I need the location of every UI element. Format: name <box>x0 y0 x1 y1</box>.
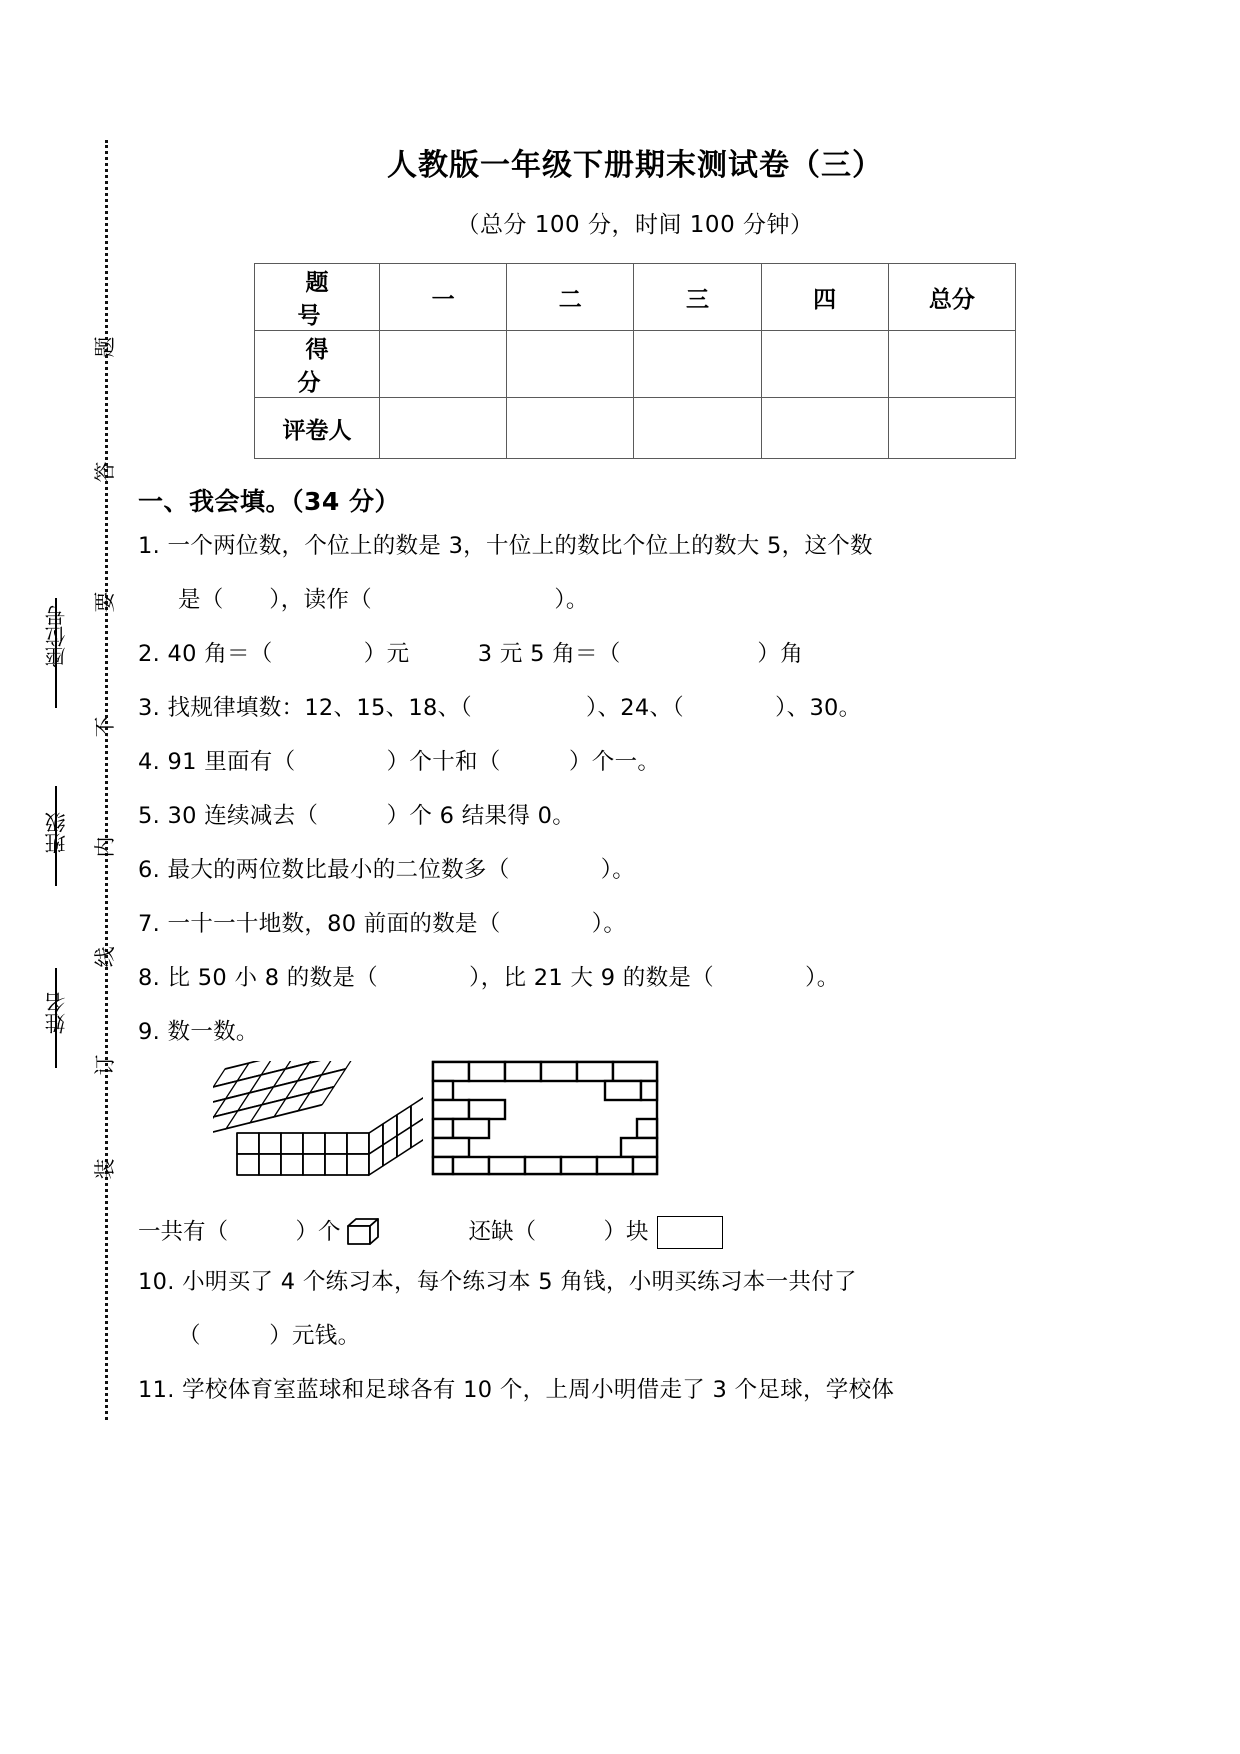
question-9-right-text: 还缺（ ）块 <box>468 1219 649 1245</box>
score-table-cell[interactable] <box>380 331 507 398</box>
score-table-cell[interactable] <box>507 398 634 459</box>
seat-number-label: 座位号 <box>44 605 68 668</box>
score-table-cell[interactable] <box>888 331 1015 398</box>
page-title: 人教版一年级下册期末测试卷（三） <box>387 148 883 183</box>
score-table-cell[interactable]: 二 <box>507 264 634 331</box>
score-table-cell[interactable] <box>761 331 888 398</box>
score-table-cell[interactable]: 三 <box>634 264 761 331</box>
question-4: 4. 91 里面有（ ）个十和（ ）个一。 <box>138 749 661 775</box>
seal-char-7: 装 <box>93 1158 117 1180</box>
exam-page <box>130 0 1140 1754</box>
cube-stack-figure <box>213 1061 423 1186</box>
score-table-row-header-text: 题 号 <box>297 270 384 329</box>
class-label: 班级 <box>44 812 68 854</box>
question-3: 3. 找规律填数：12、15、18、（ ）、24、（ ）、30。 <box>138 695 862 721</box>
seal-char-1: 答 <box>93 461 117 483</box>
score-table-cell[interactable]: 总分 <box>888 264 1015 331</box>
question-10-line-1: 10. 小明买了 4 个练习本，每个练习本 5 角钱，小明买练习本一共付了 <box>138 1269 857 1295</box>
seal-char-0: 题 <box>93 336 117 358</box>
class-field[interactable] <box>34 812 78 858</box>
name-label: 姓名 <box>44 992 68 1034</box>
question-1-line-2: 是（ ），读作（ ）。 <box>178 587 589 613</box>
score-table-cell[interactable]: 一 <box>380 264 507 331</box>
question-10-line-2: （ ）元钱。 <box>178 1323 361 1349</box>
score-table-cell[interactable] <box>380 398 507 459</box>
score-table-cell[interactable]: 四 <box>761 264 888 331</box>
page-subtitle: （总分 100 分，时间 100 分钟） <box>456 212 814 238</box>
score-table-cell[interactable] <box>507 331 634 398</box>
question-9: 9. 数一数。 <box>138 1019 259 1045</box>
question-7: 7. 一十一十地数，80 前面的数是（ ）。 <box>138 911 627 937</box>
score-table-cell[interactable] <box>888 398 1015 459</box>
question-9-figures <box>138 1059 1140 1209</box>
table-row <box>255 398 1016 459</box>
question-11: 11. 学校体育室蓝球和足球各有 10 个，上周小明借走了 3 个足球，学校体 <box>138 1377 895 1403</box>
score-table-row-header-text: 得 分 <box>297 337 384 396</box>
question-2: 2. 40 角＝（ ）元 3 元 5 角＝（ ）角 <box>138 641 803 667</box>
seal-char-3: 不 <box>93 716 117 738</box>
section-heading-1: 一、我会填。（34 分） <box>138 487 400 516</box>
score-table <box>254 263 1016 459</box>
score-table-cell[interactable] <box>634 398 761 459</box>
name-field[interactable] <box>34 992 78 1038</box>
score-table-row-header: 评卷人 <box>255 398 380 459</box>
table-row <box>255 331 1016 398</box>
question-9-left-text: 一共有（ ）个 <box>138 1219 341 1245</box>
seal-char-5: 线 <box>93 946 117 968</box>
blank-rectangle-icon <box>657 1216 723 1249</box>
question-5: 5. 30 连续减去（ ）个 6 结果得 0。 <box>138 803 575 829</box>
small-cube-icon <box>345 1216 381 1248</box>
score-table-cell[interactable] <box>761 398 888 459</box>
question-6: 6. 最大的两位数比最小的二位数多（ ）。 <box>138 857 636 883</box>
question-9-answer-row <box>138 1209 1140 1255</box>
brick-wall-figure <box>430 1059 660 1177</box>
question-1-line-1: 1. 一个两位数，个位上的数是 3，十位上的数比个位上的数大 5，这个数 <box>138 533 873 559</box>
score-table-cell[interactable] <box>634 331 761 398</box>
seal-char-4: 内 <box>93 836 117 858</box>
score-table-container <box>254 263 1016 459</box>
seat-number-field[interactable] <box>34 605 78 672</box>
question-8: 8. 比 50 小 8 的数是（ ），比 21 大 9 的数是（ ）。 <box>138 965 840 991</box>
seal-binding-sidebar <box>0 0 130 1754</box>
seal-char-6: 订 <box>93 1054 117 1076</box>
score-table-row-header <box>255 264 384 331</box>
score-table-row-header <box>255 331 384 398</box>
seal-char-2: 要 <box>93 591 117 613</box>
table-row <box>255 264 1016 331</box>
